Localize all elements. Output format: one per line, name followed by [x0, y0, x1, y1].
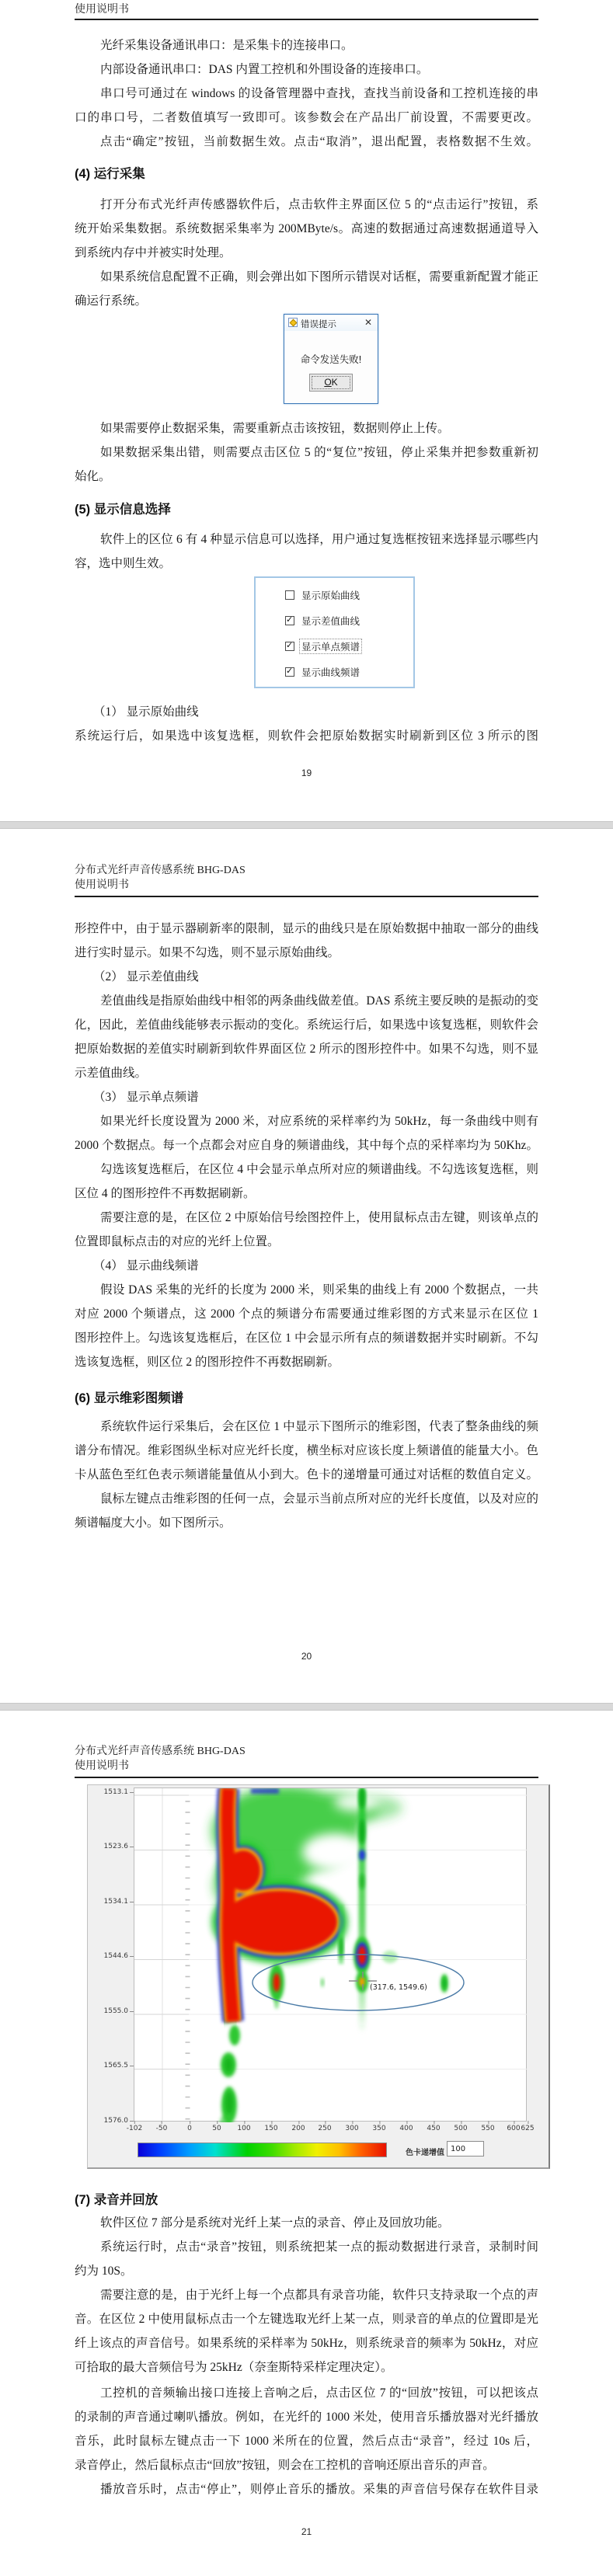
body-line: 如果需要停止数据采集，需要重新点击该按钮，数据则停止上传。: [100, 422, 450, 435]
x-tick: 50: [212, 2125, 221, 2132]
x-tick: 0: [187, 2125, 192, 2132]
checkbox-item[interactable]: [285, 639, 361, 653]
section-heading-6: (6) 显示维彩图频谱: [75, 1391, 184, 1405]
body-line: 到系统内存中并被实时处理。: [75, 246, 232, 259]
x-tick: 300: [345, 2125, 359, 2132]
body-line: 卡从蓝色至红色表示频谱能量值从小到大。色卡的递增量可通过对话框的数值自定义。: [75, 1468, 538, 1481]
x-tick: 200: [291, 2125, 305, 2132]
checkbox-label: 显示单点频谱: [300, 639, 361, 653]
body-line: 打开分布式光纤声传感器软件后，点击软件主界面区位 5 的“点击运行”按钮，系: [100, 198, 538, 211]
body-line: 把原始数据的差值实时刷新到软件界面区位 2 所示的图形控件中。如果不勾选，则不显: [75, 1043, 538, 1056]
page-separator: [0, 821, 613, 829]
body-line: 化，因此，差值曲线能够表示振动的变化。系统运行后，如果选中该复选框，则软件会: [75, 1018, 538, 1032]
body-line: 工控机的音频输出接口连接上音响之后，点击区位 7 的“回放”按钮，可以把该点: [100, 2386, 538, 2400]
y-tick: 1513.1: [89, 1788, 128, 1796]
waterfall-spectrogram: [87, 1784, 550, 2169]
sub-heading-4: （4） 显示曲线频谱: [93, 1259, 199, 1272]
body-line: 软件区位 7 部分是系统对光纤上某一点的录音、停止及回放功能。: [100, 2216, 450, 2230]
checkbox-point-spectrum[interactable]: [285, 642, 294, 651]
body-line: 差值曲线是指原始曲线中相邻的两条曲线做差值。DAS 系统主要反映的是振动的变: [100, 994, 538, 1008]
x-tick: 400: [399, 2125, 413, 2132]
body-line: 统开始采集数据。系统数据采集率为 200MByte/s。高速的数据通过高速数据通道导入: [75, 222, 538, 235]
body-line: 的录制的声音通过喇叭播放。例如，在光纤的 1000 米处，使用音乐播放器对光纤播放: [75, 2411, 538, 2424]
x-tick: 600: [507, 2125, 521, 2132]
dialog-message: 命令发送失败!: [300, 354, 362, 365]
x-tick: 500: [454, 2125, 468, 2132]
body-line: 光纤采集设备通讯串口：是采集卡的连接串口。: [100, 39, 354, 52]
body-line: 录音停止，然后鼠标点击“回放”按钮，则会在工控机的音响还原出音乐的声音。: [75, 2459, 495, 2472]
body-line: 勾选该复选框后，在区位 4 中会显示单点所对应的频谱曲线。不勾选该复选框，则: [100, 1163, 538, 1176]
y-tick: 1555.0: [89, 2007, 128, 2015]
x-tick: 450: [427, 2125, 441, 2132]
checkbox-diff-curve[interactable]: [285, 616, 294, 625]
page-21: [0, 1711, 613, 2576]
body-line: 区位 4 的图形控件不再数据刷新。: [75, 1187, 256, 1200]
body-line: 内部设备通讯串口：DAS 内置工控机和外围设备的连接串口。: [100, 63, 429, 76]
body-line: 位置即鼠标点击的对应的光纤上位置。: [75, 1235, 280, 1248]
error-dialog: [284, 314, 378, 404]
y-tick: 1523.6: [89, 1843, 128, 1850]
body-line: 如果系统信息配置不正确，则会弹出如下图所示错误对话框，需要重新配置才能正: [100, 270, 538, 284]
colorbar-increment-label: 色卡递增值: [406, 2149, 444, 2157]
close-icon[interactable]: ✕: [364, 317, 372, 328]
page-number: 19: [301, 768, 312, 778]
body-line: 口的串口号，二者数值填写一致即可。该参数会在产品出厂前设置，不需要更改。: [75, 111, 538, 124]
body-line: 2000 个数据点。每一个点都会对应自身的频谱曲线，其中每个点的采样率均为 50Khz。: [75, 1139, 538, 1152]
body-line: 软件上的区位 6 有 4 种显示信息可以选择，用户通过复选框按钮来选择显示哪些内: [100, 533, 538, 546]
page-number: 21: [301, 2526, 312, 2537]
body-line: 选该复选框，则区位 2 的图形控件不再数据刷新。: [75, 1356, 340, 1369]
display-options-panel: [254, 576, 415, 688]
checkbox-item[interactable]: [285, 588, 361, 602]
body-line: 纤上该点的声音信号。如果系统的采样率为 50kHz，则系统录音的频率为 50kHz，对应: [75, 2337, 538, 2350]
body-line: 音乐，此时鼠标左键点击一下 1000 米所在的位置，然后点击“录音”，经过 10s 后，: [75, 2435, 538, 2448]
header-rule: [75, 896, 538, 897]
checkbox-item[interactable]: [285, 614, 361, 628]
body-line: 约为 10S。: [75, 2264, 133, 2278]
body-line: 对应 2000 个频谱点，这 2000 个点的频谱分布需要通过维彩图的方式来显示在区位 1: [75, 1307, 538, 1321]
sub-heading-2: （2） 显示差值曲线: [93, 970, 199, 983]
cursor-coordinates: (317.6, 1549.6): [370, 1983, 427, 1992]
body-line: 需要注意的是，由于光纤上每一个点都具有录音功能，软件只支持录取一个点的声: [100, 2289, 538, 2302]
body-line: 图形控件上。勾选该复选框后，在区位 1 中会显示所有点的频谱数据并实时刷新。不勾: [75, 1332, 538, 1345]
dialog-icon: [288, 318, 298, 327]
doc-subtitle: 使用说明书: [75, 1760, 129, 1772]
page-19: [0, 0, 613, 821]
body-line: 需要注意的是，在区位 2 中原始信号绘图控件上，使用鼠标点击左键，则该单点的: [100, 1211, 538, 1224]
y-tick: 1534.1: [89, 1898, 128, 1906]
body-line: 播放音乐时，点击“停止”，则停止音乐的播放。采集的声音信号保存在软件目录: [100, 2483, 538, 2496]
spectrogram-plot[interactable]: [134, 1788, 527, 2122]
header-rule: [75, 19, 538, 20]
page-number: 20: [301, 1651, 312, 1662]
sub-heading-3: （3） 显示单点频谱: [93, 1091, 199, 1104]
y-tick: 1544.6: [89, 1952, 128, 1960]
doc-title: 分布式光纤声音传感系统 BHG-DAS: [75, 865, 246, 876]
ok-button[interactable]: OK: [309, 374, 353, 392]
body-line: 音。在区位 2 中使用鼠标点击一个左键选取光纤上某一点，则录音的单点的位置即是光: [75, 2313, 538, 2326]
page-20: [0, 829, 613, 1703]
checkbox-curve-spectrum[interactable]: [285, 667, 294, 677]
body-line: 可拾取的最大音频信号为 25kHz（奈奎斯特采样定理决定）。: [75, 2361, 393, 2374]
section-heading-4: (4) 运行采集: [75, 167, 145, 181]
section-heading-5: (5) 显示信息选择: [75, 503, 171, 517]
checkbox-label: 显示差值曲线: [301, 616, 360, 627]
x-tick: 625: [521, 2125, 535, 2132]
y-tick: 1576.0: [89, 2117, 128, 2125]
dialog-title: 错误提示: [301, 320, 336, 329]
sub-heading-1: （1） 显示原始曲线: [93, 705, 199, 719]
doc-title: 分布式光纤声音传感系统 BHG-DAS: [75, 1746, 246, 1757]
colorbar: [138, 2143, 387, 2157]
body-line: 串口号可通过在 windows 的设备管理器中查找，查找当前设备和工控机连接的串: [100, 87, 538, 100]
checkbox-item[interactable]: [285, 665, 361, 679]
x-tick: -50: [155, 2125, 168, 2132]
checkbox-raw-curve[interactable]: [285, 590, 294, 600]
body-line: 频谱幅度大小。如下图所示。: [75, 1516, 232, 1530]
body-line: 如果数据采集出错，则需要点击区位 5 的“复位”按钮，停止采集并把参数重新初: [100, 446, 538, 459]
x-tick: 100: [237, 2125, 251, 2132]
section-heading-7: (7) 录音并回放: [75, 2193, 158, 2207]
body-line: 始化。: [75, 470, 111, 483]
x-tick: 250: [318, 2125, 332, 2132]
colorbar-increment-input[interactable]: [447, 2141, 484, 2157]
body-line: 系统软件运行采集后，会在区位 1 中显示下图所示的维彩图，代表了整条曲线的频: [100, 1420, 538, 1433]
checkbox-label: 显示原始曲线: [301, 590, 360, 601]
dialog-titlebar: [284, 315, 378, 331]
doc-subtitle: 使用说明书: [75, 879, 129, 891]
body-line: 进行实时显示。如果不勾选，则不显示原始曲线。: [75, 946, 340, 959]
x-tick: -102: [126, 2125, 143, 2132]
body-line: 系统运行后，如果选中该复选框，则软件会把原始数据实时刷新到区位 3 所示的图: [75, 729, 538, 743]
body-line: 形控件中，由于显示器刷新率的限制，显示的曲线只是在原始数据中抽取一部分的曲线: [75, 922, 538, 935]
header-rule: [75, 1777, 538, 1778]
body-line: 确运行系统。: [75, 294, 148, 308]
body-line: 假设 DAS 采集的光纤的长度为 2000 米，则采集的曲线上有 2000 个数据点，一共: [100, 1283, 538, 1297]
x-tick: 550: [481, 2125, 495, 2132]
page-header: 使用说明书: [75, 4, 129, 16]
checkbox-label: 显示曲线频谱: [301, 667, 360, 678]
body-line: 容，选中则生效。: [75, 557, 172, 570]
body-line: 示差值曲线。: [75, 1067, 148, 1080]
page-separator: [0, 1703, 613, 1711]
y-tick: 1565.5: [89, 2062, 128, 2070]
x-tick: 150: [264, 2125, 278, 2132]
body-line: 鼠标左键点击维彩图的任何一点，会显示当前点所对应的光纤长度值，以及对应的: [100, 1492, 538, 1506]
spectrogram-data: [134, 1788, 528, 2122]
body-line: 谱分布情况。维彩图纵坐标对应光纤长度，横坐标对应该长度上频谱值的能量大小。色: [75, 1444, 538, 1457]
body-line: 如果光纤长度设置为 2000 米，对应系统的采样率约为 50kHz，每一条曲线中则有: [100, 1115, 538, 1128]
body-line: 系统运行时，点击“录音”按钮，则系统把某一点的振动数据进行录音，录制时间: [100, 2240, 538, 2254]
x-tick: 350: [372, 2125, 386, 2132]
body-line: 点击“确定”按钮，当前数据生效。点击“取消”，退出配置，表格数据不生效。: [100, 135, 538, 148]
